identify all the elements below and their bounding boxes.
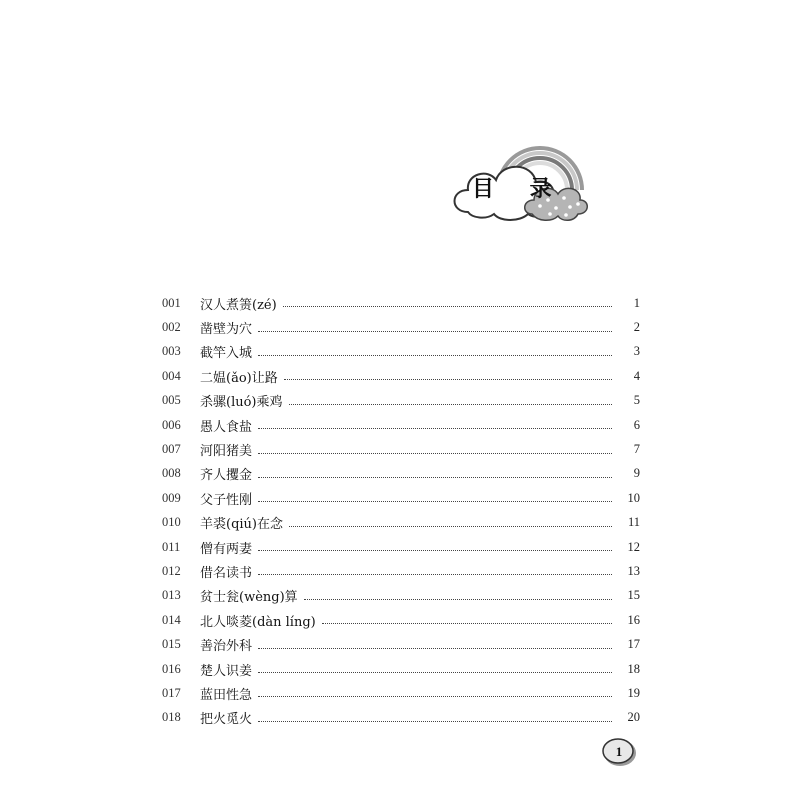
toc-row[interactable] (162, 706, 640, 730)
toc-row[interactable] (162, 315, 640, 339)
toc-entry-page: 7 (633, 442, 640, 457)
toc-entry-number: 017 (162, 685, 181, 700)
toc-row[interactable] (162, 535, 640, 559)
toc-row[interactable] (162, 559, 640, 583)
toc-row[interactable] (162, 632, 640, 656)
dot-leader (258, 720, 612, 722)
toc-row[interactable] (162, 340, 640, 364)
toc-entry-number: 016 (162, 661, 181, 676)
toc-entry-page: 20 (627, 710, 640, 725)
toc-entry-title[interactable]: 借名读书 (200, 565, 253, 581)
toc-row[interactable] (162, 364, 640, 388)
table-of-contents (162, 291, 640, 730)
toc-entry-page: 4 (633, 368, 640, 383)
dot-leader (304, 598, 612, 600)
dot-leader (258, 549, 612, 551)
dot-leader (283, 305, 612, 307)
toc-entry-title[interactable]: 把火觅火 (200, 712, 253, 728)
dot-leader (258, 695, 612, 697)
toc-entry-number: 003 (162, 344, 181, 359)
dot-leader (258, 573, 612, 575)
toc-entry-page: 19 (627, 685, 640, 700)
toc-entry-number: 004 (162, 368, 181, 383)
toc-entry-title[interactable]: 愚人食盐 (200, 419, 253, 435)
toc-entry-title[interactable]: 僧有两妻 (200, 541, 253, 557)
dot-leader (322, 622, 612, 624)
page-title: 目 录 (472, 176, 566, 202)
toc-entry-title[interactable]: 二媪(ǎo)让路 (200, 370, 278, 386)
toc-row[interactable] (162, 389, 640, 413)
toc-entry-number: 010 (162, 515, 181, 530)
toc-entry-number: 012 (162, 563, 181, 578)
dot-leader (284, 378, 612, 380)
toc-entry-page: 17 (627, 637, 640, 652)
dot-leader (289, 525, 612, 527)
toc-entry-page: 2 (633, 320, 640, 335)
toc-entry-title[interactable]: 善治外科 (200, 639, 253, 655)
toc-entry-page: 1 (633, 295, 640, 310)
dot-leader (258, 671, 612, 673)
toc-entry-number: 018 (162, 710, 181, 725)
dot-leader (258, 452, 612, 454)
dot-leader (258, 354, 612, 356)
dot-leader (258, 500, 612, 502)
toc-entry-page: 16 (627, 612, 640, 627)
toc-row[interactable] (162, 511, 640, 535)
toc-row[interactable] (162, 584, 640, 608)
toc-row[interactable] (162, 681, 640, 705)
toc-entry-page: 5 (633, 393, 640, 408)
toc-entry-page: 13 (627, 563, 640, 578)
toc-entry-title[interactable]: 羊裘(qiú)在念 (200, 517, 283, 533)
toc-entry-title[interactable]: 截竿入城 (200, 346, 253, 362)
toc-entry-title[interactable]: 蓝田性急 (200, 687, 253, 703)
toc-row[interactable] (162, 486, 640, 510)
toc-entry-number: 011 (162, 539, 181, 554)
toc-entry-title[interactable]: 齐人攫金 (200, 468, 253, 484)
dot-leader (258, 330, 612, 332)
dot-leader (289, 403, 612, 405)
toc-row[interactable] (162, 437, 640, 461)
toc-entry-title[interactable]: 凿壁为穴 (200, 322, 253, 338)
toc-entry-title[interactable]: 杀骡(luó)乘鸡 (200, 395, 283, 411)
toc-entry-page: 9 (633, 466, 640, 481)
toc-row[interactable] (162, 413, 640, 437)
toc-entry-number: 002 (162, 320, 181, 335)
toc-entry-page: 3 (633, 344, 640, 359)
toc-entry-page: 12 (627, 539, 640, 554)
page-badge (601, 737, 637, 767)
toc-entry-title[interactable]: 河阳猪美 (200, 444, 253, 460)
toc-row[interactable] (162, 291, 640, 315)
toc-entry-title[interactable]: 北人啖菱(dàn líng) (200, 614, 316, 630)
toc-entry-page: 6 (633, 417, 640, 432)
toc-entry-number: 008 (162, 466, 181, 481)
dot-leader (258, 427, 612, 429)
toc-entry-page: 18 (627, 661, 640, 676)
dot-leader (258, 476, 612, 478)
page-number: 1 (615, 744, 623, 759)
toc-entry-number: 013 (162, 588, 181, 603)
toc-entry-number: 007 (162, 442, 181, 457)
toc-entry-title[interactable]: 贫士瓮(wèng)算 (200, 590, 298, 606)
toc-entry-title[interactable]: 汉人煮箦(zé) (200, 297, 277, 313)
toc-entry-page: 15 (627, 588, 640, 603)
toc-entry-title[interactable]: 楚人识姜 (200, 663, 253, 679)
toc-entry-number: 005 (162, 393, 181, 408)
toc-entry-number: 015 (162, 637, 181, 652)
toc-entry-title[interactable]: 父子性刚 (200, 492, 253, 508)
toc-entry-number: 001 (162, 295, 181, 310)
toc-row[interactable] (162, 608, 640, 632)
toc-entry-number: 014 (162, 612, 181, 627)
toc-entry-page: 11 (627, 515, 640, 530)
toc-entry-page: 10 (627, 490, 640, 505)
dot-leader (258, 647, 612, 649)
toc-entry-number: 006 (162, 417, 181, 432)
toc-row[interactable] (162, 657, 640, 681)
toc-row[interactable] (162, 462, 640, 486)
toc-entry-number: 009 (162, 490, 181, 505)
